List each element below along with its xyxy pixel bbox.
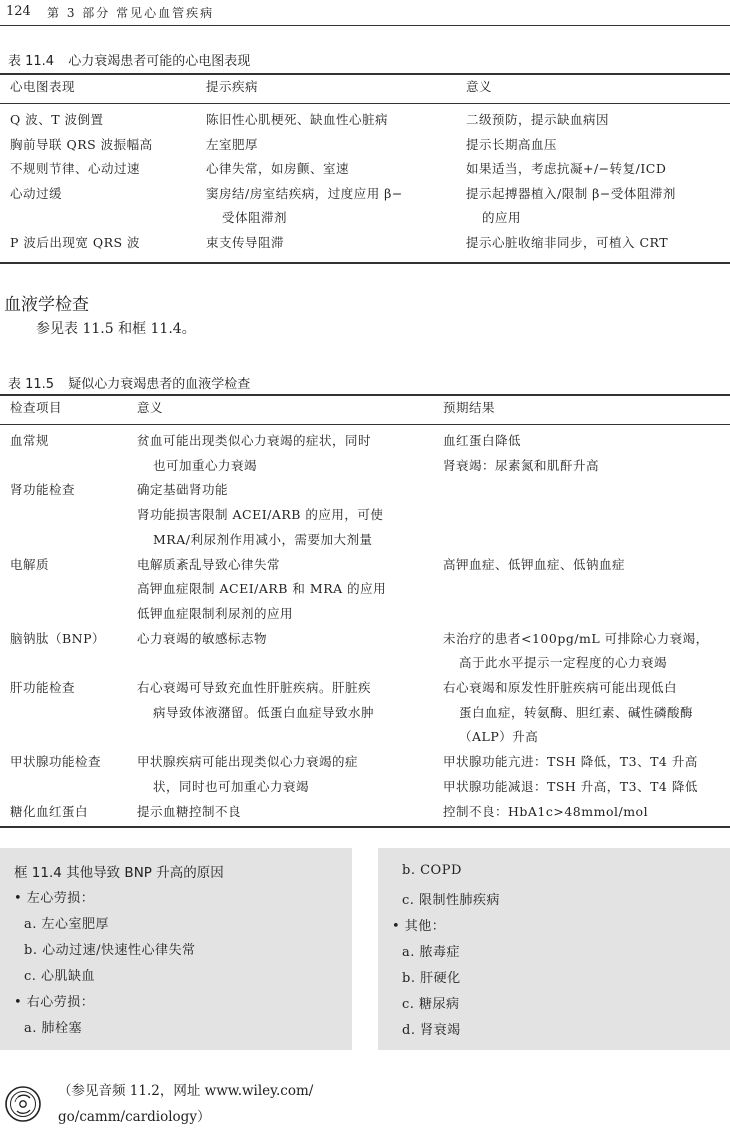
table2-row-5-col-1: 肝功能检查 xyxy=(10,680,76,695)
table2-top-rule xyxy=(0,394,730,396)
box-right-item-5: b. 肝硬化 xyxy=(402,971,461,986)
table2-col-header-1: 检查项目 xyxy=(10,400,63,415)
table2-row-3-col-1: 电解质 xyxy=(10,556,50,572)
box-right-item-7: d. 肾衰竭 xyxy=(402,1023,461,1038)
table2-row-5-col-3-line-2: 蛋白血症，转氨酶、胆红素、碱性磷酸酶 xyxy=(459,704,694,720)
box-left-item-6: a. 肺栓塞 xyxy=(24,1021,83,1036)
header-rule xyxy=(0,25,730,26)
table2-col-header-2: 意义 xyxy=(137,400,164,415)
table2-bottom-rule xyxy=(0,826,730,828)
table2-row-1-col-1: 血常规 xyxy=(10,433,50,448)
table2-row-1-col-3: 血红蛋白降低 xyxy=(443,433,522,448)
table2-row-4-col-3: 未治疗的患者<100pg/mL 可排除心力衰竭， xyxy=(443,630,709,646)
box-right-item-3: • 其他： xyxy=(392,919,446,934)
table2-row-1-col-2-line-2: 也可加重心力衰竭 xyxy=(153,457,258,473)
table1-col-header-2: 提示疾病 xyxy=(206,79,259,94)
table1-row-4-col-1: 心动过缓 xyxy=(10,185,63,201)
box-left-item-2: a. 左心室肥厚 xyxy=(24,917,110,932)
audio-cd-icon xyxy=(4,1085,42,1123)
table2-row-3-col-2-line-3: 低钾血症限制利尿剂的应用 xyxy=(137,605,294,621)
section-text: 参见表 11.5 和框 11.4。 xyxy=(36,321,196,337)
table2-row-5-col-2: 右心衰竭可导致充血性肝脏疾病。肝脏疾 xyxy=(137,680,372,695)
table1-row-2-col-1: 胸前导联 QRS 波振幅高 xyxy=(10,136,153,152)
box-left-item-4: c. 心肌缺血 xyxy=(24,969,96,984)
table2-col-header-3: 预期结果 xyxy=(443,400,496,415)
box-left-item-1: • 左心劳损： xyxy=(14,891,95,906)
table1-row-1-col-3: 二级预防，提示缺血病因 xyxy=(466,112,610,127)
table2-caption xyxy=(8,373,250,392)
table2-row-1-col-2: 贫血可能出现类似心力衰竭的症状，同时 xyxy=(137,433,372,448)
table1-row-3-col-2: 心律失常，如房颤、室速 xyxy=(206,161,350,176)
table1-col-header-1: 心电图表现 xyxy=(10,79,76,94)
table1-top-rule xyxy=(0,73,730,75)
table1-row-4-col-3-line-2: 的应用 xyxy=(482,210,522,225)
table1-caption-title: 心力衰竭患者可能的心电图表现 xyxy=(68,54,251,69)
table1-row-3-col-1: 不规则节律、心动过速 xyxy=(10,161,141,176)
table2-row-5-col-3: 右心衰竭和原发性肝脏疾病可能出现低白 xyxy=(443,680,678,695)
table2-row-7-col-2: 提示血糖控制不良 xyxy=(137,803,242,819)
table1-row-5-col-2: 束支传导阻滞 xyxy=(206,234,285,250)
table2-row-6-col-3: 甲状腺功能亢进：TSH 降低，T3、T4 升高 xyxy=(443,754,698,770)
table2-row-2-col-2: 确定基础肾功能 xyxy=(137,482,229,498)
table2-row-2-col-2-line-2: 肾功能损害限制 ACEI/ARB 的应用，可使 xyxy=(137,507,384,523)
box-right-item-4: a. 脓毒症 xyxy=(402,945,461,960)
table2-row-7-col-3: 控制不良：HbA1c>48mmol/mol xyxy=(443,803,649,819)
section-title: 血液学检查 xyxy=(4,295,89,315)
table1-bottom-rule xyxy=(0,262,730,264)
table2-row-2-col-2-line-3: MRA/利尿剂作用减小，需要加大剂量 xyxy=(153,531,373,547)
table2-row-6-col-2: 甲状腺疾病可能出现类似心力衰竭的症 xyxy=(137,754,359,770)
table1-row-5-col-3: 提示心脏收缩非同步，可植入 CRT xyxy=(466,234,669,250)
table1-header-rule xyxy=(0,103,730,104)
table2-header-rule xyxy=(0,424,730,425)
footnote-line-2: go/camm/cardiology） xyxy=(58,1109,211,1125)
table1-row-4-col-2-line-2: 受体阻滞剂 xyxy=(222,210,288,225)
page-number: 124 xyxy=(6,4,31,19)
table1-row-5-col-1: P 波后出现宽 QRS 波 xyxy=(10,234,141,250)
footnote-line-1: （参见音频 11.2，网址 www.wiley.com/ xyxy=(58,1083,314,1099)
table2-row-6-col-2-line-2: 状，同时也可加重心力衰竭 xyxy=(153,778,310,794)
table2-caption-number: 表 11.5 xyxy=(8,377,55,392)
table2-row-4-col-2: 心力衰竭的敏感标志物 xyxy=(137,630,268,646)
table2-row-3-col-3: 高钾血症、低钾血症、低钠血症 xyxy=(443,556,626,572)
table2-row-4-col-1: 脑钠肽（BNP） xyxy=(10,630,106,646)
table1-row-4-col-2: 窦房结/房室结疾病，过度应用 β− xyxy=(206,185,403,201)
table2-row-1-col-3-line-2: 肾衰竭：尿素氮和肌酐升高 xyxy=(443,457,600,473)
table1-row-2-col-2: 左室肥厚 xyxy=(206,136,259,152)
table1-col-header-3: 意义 xyxy=(466,79,493,94)
section-heading: 第 3 部分 常见心血管疾病 xyxy=(47,6,215,20)
table2-row-5-col-2-line-2: 病导致体液潴留。低蛋白血症导致水肿 xyxy=(153,704,375,720)
box-right-item-2: c. 限制性肺疾病 xyxy=(402,893,501,908)
table1-row-1-col-1: Q 波、T 波倒置 xyxy=(10,112,104,127)
table2-row-3-col-2-line-2: 高钾血症限制 ACEI/ARB 和 MRA 的应用 xyxy=(137,581,387,597)
table1-row-4-col-3: 提示起搏器植入/限制 β−受体阻滞剂 xyxy=(466,185,676,201)
page-header xyxy=(0,0,730,30)
table1-row-2-col-3: 提示长期高血压 xyxy=(466,136,558,152)
box-right-item-6: c. 糖尿病 xyxy=(402,997,460,1012)
table2-row-4-col-3-line-2: 高于此水平提示一定程度的心力衰竭 xyxy=(459,655,668,671)
box-left-item-5: • 右心劳损： xyxy=(14,995,95,1010)
table2-row-6-col-1: 甲状腺功能检查 xyxy=(10,754,102,770)
table1-row-1-col-2: 陈旧性心肌梗死、缺血性心脏病 xyxy=(206,112,389,127)
table2-row-2-col-1: 肾功能检查 xyxy=(10,482,76,498)
table2-row-6-col-3-line-2: 甲状腺功能减退：TSH 升高，T3、T4 降低 xyxy=(443,778,698,794)
table2-caption-title: 疑似心力衰竭患者的血液学检查 xyxy=(68,377,251,392)
box-right-item-1: b. COPD xyxy=(402,863,462,878)
table1-caption-number: 表 11.4 xyxy=(8,54,55,69)
box-title: 框 11.4 其他导致 BNP 升高的原因 xyxy=(14,865,224,881)
table2-row-3-col-2: 电解质紊乱导致心律失常 xyxy=(137,556,281,572)
table2-row-5-col-3-line-3: （ALP）升高 xyxy=(459,729,539,745)
box-left-item-3: b. 心动过速/快速性心律失常 xyxy=(24,943,196,958)
table2-row-7-col-1: 糖化血红蛋白 xyxy=(10,803,89,819)
table1-caption xyxy=(8,50,250,69)
table1-row-3-col-3: 如果适当，考虑抗凝+/−转复/ICD xyxy=(466,161,667,176)
